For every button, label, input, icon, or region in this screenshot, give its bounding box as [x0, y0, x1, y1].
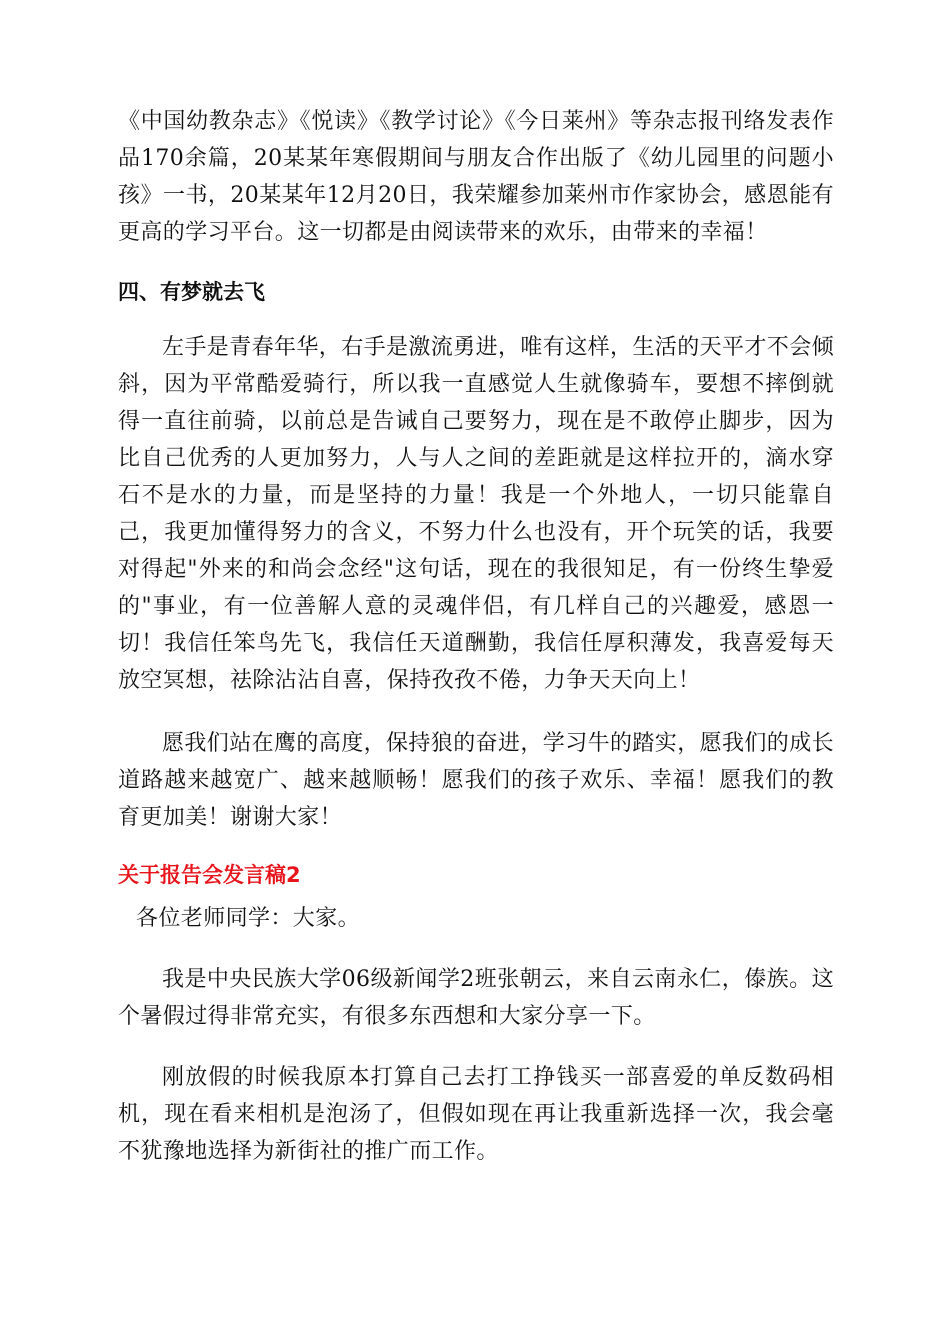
document-page	[118, 103, 834, 1170]
paragraph-self-intro: 我是中央民族大学06级新闻学2班张朝云，来自云南永仁，傣族。这个暑假过得非常充实，有很多东西想和大家分享一下。	[118, 967, 834, 1029]
section-heading-dream: 四、有梦就去飞	[118, 280, 265, 304]
paragraph-greeting: 各位老师同学：大家。	[136, 906, 361, 931]
speech-title-2: 关于报告会发言稿2	[118, 863, 301, 887]
paragraph-wish: 愿我们站在鹰的高度，保持狼的奋进，学习牛的踏实，愿我们的成长道路越来越宽广、越来越顺畅！愿我们的孩子欢乐、幸福！愿我们的教育更加美！谢谢大家！	[118, 731, 835, 830]
paragraph-dream: 左手是青春年华，右手是激流勇进，唯有这样，生活的天平才不会倾斜，因为平常酷爱骑行，所以我一直感觉人生就像骑车，要想不摔倒就得一直往前骑，以前总是告诫自己要努力，现在是不敢停止脚步，因为比自己优秀的人更加努力，人与人之间的差距就是这样拉开的，滴水穿石不是水的力量，而是坚持的力量！我是一个外地人，一切只能靠自己，我更加懂得努力的含义，不努力什么也没有，开个玩笑的话，我要对得起"外来的和尚会念经"这句话，现在的我很知足，有一份终生挚爱的"事业，有一位善解人意的灵魂伴侣，有几样自己的兴趣爱，感恩一切！我信任笨鸟先飞，我信任天道酬勤，我信任厚积薄发，我喜爱每天放空冥想，祛除沾沾自喜，保持孜孜不倦，力争天天向上！	[118, 335, 835, 693]
paragraph-intro: 《中国幼教杂志》《悦读》《教学讨论》《今日莱州》等杂志报刊络发表作品170余篇，20某某年寒假期间与朋友合作出版了《幼儿园里的问题小孩》一书，20某某年12月20日，我荣耀参加莱州市作家协会，感恩能有更高的学习平台。这一切都是由阅读带来的欢乐，由带来的幸福！	[118, 109, 834, 245]
paragraph-camera: 刚放假的时候我原本打算自己去打工挣钱买一部喜爱的单反数码相机，现在看来相机是泡汤了，但假如现在再让我重新选择一次，我会毫不犹豫地选择为新街社的推广而工作。	[118, 1065, 834, 1164]
